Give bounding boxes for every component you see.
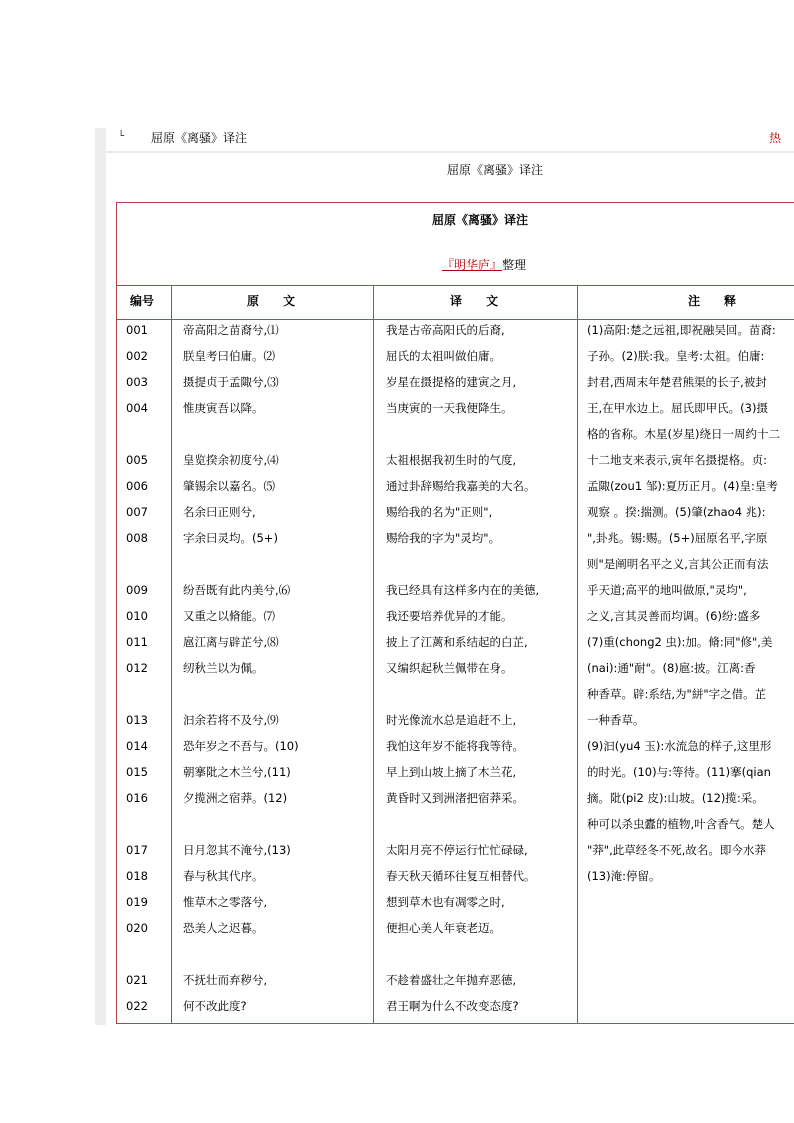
row-number: 004 xyxy=(126,401,148,415)
row-number: 017 xyxy=(126,843,148,857)
translation-text: 又编织起秋兰佩带在身。 xyxy=(386,661,513,675)
original-text: 惟草木之零落兮, xyxy=(183,895,268,909)
translation-text: 我怕这年岁不能将我等待。 xyxy=(386,739,524,753)
translation-text: 时光像流水总是追赶不上, xyxy=(386,713,517,727)
row-number: 019 xyxy=(126,895,148,909)
row-number: 013 xyxy=(126,713,148,727)
credit-link[interactable]: 『明华庐』 xyxy=(442,258,503,272)
original-text: 不抚壮而弃秽兮, xyxy=(183,973,268,987)
translation-text: 便担心美人年衰老迈。 xyxy=(386,921,501,935)
original-text: 皇览揆余初度兮,⑷ xyxy=(183,453,279,467)
row-number: 018 xyxy=(126,869,148,883)
row-number: 003 xyxy=(126,375,148,389)
note-line: ",卦兆。锡:赐。(5+)屈原名平,字原 xyxy=(587,531,768,545)
table-title: 屈原《离骚》译注 xyxy=(432,213,529,227)
translation-text: 岁星在摄提格的建寅之月, xyxy=(386,375,517,389)
original-text: 恐美人之迟暮。 xyxy=(183,921,264,935)
note-line: 观察 。揆:揣测。(5)肇(zhao4 兆): xyxy=(587,505,766,519)
note-line: 种可以杀虫蠹的植物,叶含香气。楚人 xyxy=(587,817,775,831)
note-line: 十二地支来表示,寅年名摄提格。贞: xyxy=(587,453,768,467)
translation-text: 黄昏时又到洲渚把宿莽采。 xyxy=(386,791,524,805)
expand-icon[interactable]: └ xyxy=(118,131,125,142)
row-number: 001 xyxy=(126,323,148,337)
original-text: 夕揽洲之宿莽。(12) xyxy=(183,791,288,805)
note-line: 封君,西周末年楚君熊渠的长子,被封 xyxy=(587,375,767,389)
header-right-link[interactable]: 热 xyxy=(769,131,782,145)
translation-text: 当庚寅的一天我便降生。 xyxy=(386,401,513,415)
row-number: 022 xyxy=(126,999,148,1013)
original-text: 摄提贞于孟陬兮,⑶ xyxy=(183,375,279,389)
row-number: 006 xyxy=(126,479,148,493)
column-header-original: 原 文 xyxy=(247,294,296,308)
column-header-number: 编号 xyxy=(130,294,155,308)
translation-text: 屈氏的太祖叫做伯庸。 xyxy=(386,349,501,363)
note-line: 的时光。(10)与:等待。(11)搴(qian xyxy=(587,765,771,779)
original-text: 恐年岁之不吾与。(10) xyxy=(183,739,299,753)
note-line: "莽",此草经冬不死,故名。即今水莽 xyxy=(587,843,766,857)
translation-text: 太祖根据我初生时的气度, xyxy=(386,453,517,467)
notes-column xyxy=(587,317,794,889)
column-divider xyxy=(577,285,578,1024)
original-text: 又重之以脩能。⑺ xyxy=(183,609,275,623)
note-line: 王,在甲水边上。屈氏即甲氏。(3)摄 xyxy=(587,401,768,415)
original-text: 名余曰正则兮, xyxy=(183,505,256,519)
original-text: 纷吾既有此内美兮,⑹ xyxy=(183,583,291,597)
row-number: 002 xyxy=(126,349,148,363)
row-number: 021 xyxy=(126,973,148,987)
translation-text: 太阳月亮不停运行忙忙碌碌, xyxy=(386,843,528,857)
header-title[interactable]: 屈原《离骚》译注 xyxy=(151,131,248,145)
translation-text: 赐给我的字为"灵均"。 xyxy=(386,531,501,545)
note-line: 格的省称。木星(岁星)绕日一周约十二 xyxy=(587,427,780,441)
original-text: 帝高阳之苗裔兮,⑴ xyxy=(183,323,279,337)
note-line: (nai):通"耐"。(8)扈:披。江离:香 xyxy=(587,661,756,675)
row-number: 008 xyxy=(126,531,148,545)
column-header-translation: 译 文 xyxy=(450,294,499,308)
translation-text: 君王啊为什么不改变态度? xyxy=(386,999,519,1013)
translation-text: 不趁着盛壮之年抛弃恶德, xyxy=(386,973,517,987)
translation-text: 我已经具有这样多内在的美德, xyxy=(386,583,540,597)
page-left-bar xyxy=(95,128,106,1025)
original-text: 朝搴阰之木兰兮,(11) xyxy=(183,765,291,779)
translation-text: 披上了江蓠和系结起的白芷, xyxy=(386,635,528,649)
note-line: 之义,言其灵善而均调。(6)纷:盛多 xyxy=(587,609,761,623)
column-divider xyxy=(171,285,172,1024)
original-text: 纫秋兰以为佩。 xyxy=(183,661,264,675)
original-text: 惟庚寅吾以降。 xyxy=(183,401,264,415)
note-line: 种香草。辟:系结,为"絣"字之借。芷 xyxy=(587,687,767,701)
translation-text: 春天秋天循环往复互相替代。 xyxy=(386,869,536,883)
row-number: 011 xyxy=(126,635,148,649)
original-text: 何不改此度? xyxy=(183,999,247,1013)
translation-text: 我是古帝高阳氏的后裔, xyxy=(386,323,505,337)
translation-text: 赐给我的名为"正则", xyxy=(386,505,493,519)
row-number: 014 xyxy=(126,739,148,753)
column-divider xyxy=(373,285,374,1024)
translation-text: 我还要培养优异的才能。 xyxy=(386,609,513,623)
row-number: 010 xyxy=(126,609,148,623)
note-line: (9)汩(yu4 玉):水流急的样子,这里形 xyxy=(587,739,772,753)
note-line: 乎天道;高平的地叫做原,"灵均", xyxy=(587,583,747,597)
note-line: 摘。阰(pi2 皮):山坡。(12)揽:采。 xyxy=(587,791,764,805)
translation-text: 通过卦辞赐给我嘉美的大名。 xyxy=(386,479,536,493)
row-number: 015 xyxy=(126,765,148,779)
row-number: 007 xyxy=(126,505,148,519)
row-number: 005 xyxy=(126,453,148,467)
header-divider xyxy=(106,151,794,153)
row-number: 016 xyxy=(126,791,148,805)
note-line: 则"是阐明名平之义,言其公正而有法 xyxy=(587,557,769,571)
original-text: 春与秋其代序。 xyxy=(183,869,264,883)
credit-line xyxy=(442,256,526,273)
note-line: 孟陬(zou1 邹):夏历正月。(4)皇:皇考 xyxy=(587,479,778,493)
original-text: 字余曰灵均。(5+) xyxy=(183,531,278,545)
original-text: 扈江离与辟芷兮,⑻ xyxy=(183,635,279,649)
note-line: (13)淹:停留。 xyxy=(587,869,661,883)
row-number: 012 xyxy=(126,661,148,675)
original-text: 肇锡余以嘉名。⑸ xyxy=(183,479,275,493)
credit-suffix: 整理 xyxy=(502,258,527,272)
translation-text: 想到草木也有凋零之时, xyxy=(386,895,505,909)
table-header-top-border xyxy=(116,285,794,286)
row-number: 009 xyxy=(126,583,148,597)
original-text: 日月忽其不淹兮,(13) xyxy=(183,843,291,857)
note-line: 子孙。(2)朕:我。皇考:太祖。伯庸: xyxy=(587,349,765,363)
original-text: 朕皇考曰伯庸。⑵ xyxy=(183,349,275,363)
original-text: 汩余若将不及兮,⑼ xyxy=(183,713,279,727)
note-line: (1)高阳:楚之远祖,即祝融吴回。苗裔: xyxy=(587,323,776,337)
row-number: 020 xyxy=(126,921,148,935)
translation-text: 早上到山坡上摘了木兰花, xyxy=(386,765,517,779)
note-line: 一种香草。 xyxy=(587,713,645,727)
column-header-notes: 注 释 xyxy=(688,294,737,308)
note-line: (7)重(chong2 虫):加。脩:同"修",美 xyxy=(587,635,773,649)
page-title: 屈原《离骚》译注 xyxy=(447,163,544,177)
